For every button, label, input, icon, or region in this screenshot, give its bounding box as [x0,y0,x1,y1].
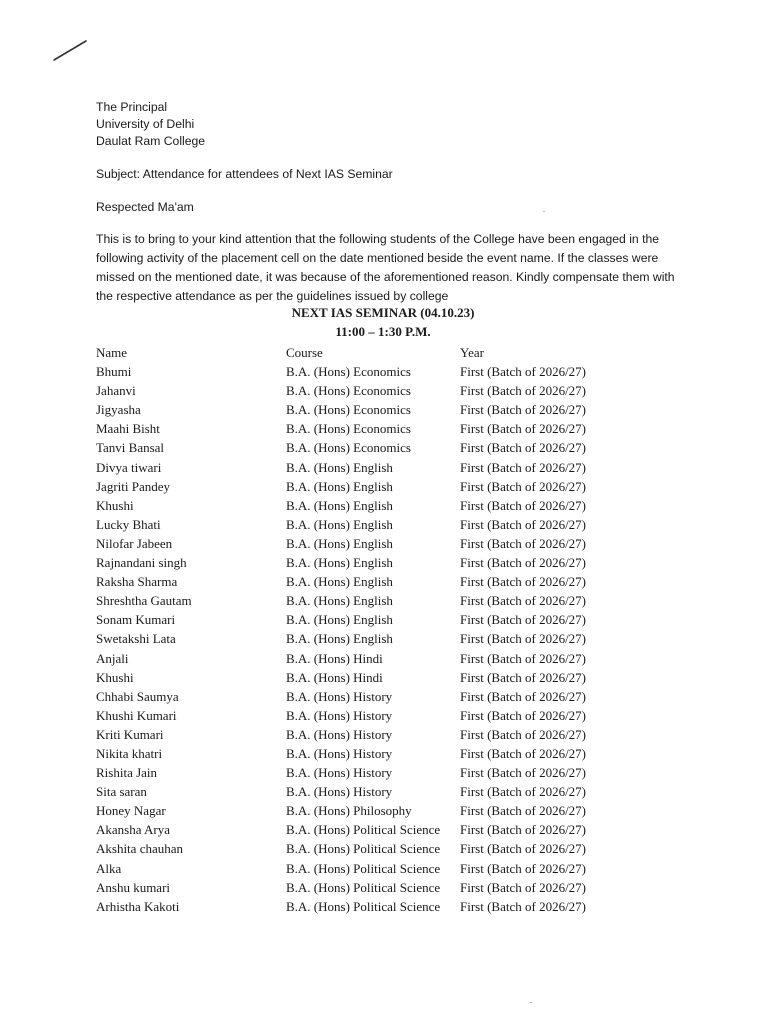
student-name: Khushi Kumari [96,707,177,723]
student-course: B.A. (Hons) English [286,612,393,628]
table-row [96,706,610,725]
student-name: Raksha Sharma [96,574,178,590]
seminar-section [96,303,656,916]
table-row [96,744,610,763]
table-row [96,649,610,668]
student-year: First (Batch of 2026/27) [460,593,587,609]
table-row [96,381,610,400]
student-course: B.A. (Hons) History [286,726,393,742]
student-course: B.A. (Hons) English [286,497,393,513]
student-year: First (Batch of 2026/27) [460,822,587,838]
student-name: Jigyasha [96,402,141,418]
student-name: Alka [96,860,122,876]
student-year: First (Batch of 2026/27) [460,745,587,761]
student-course: B.A. (Hons) English [286,631,393,647]
letter-header [96,99,676,306]
student-course: B.A. (Hons) Philosophy [286,803,412,819]
table-row [96,362,610,381]
student-name: Jagriti Pandey [96,478,171,494]
letter-body: This is to bring to your kind attention that the following students of the College have been engaged in the following activity of the placement cell on the date mentioned beside the event name. If the classes were missed on the mentioned date, it was because of the aforementioned reason. Kindly compensate them with the respective attendance as per the guidelines issued by college [96,232,675,303]
student-course: B.A. (Hons) Political Science [286,841,441,857]
table-row [96,782,610,801]
student-year: First (Batch of 2026/27) [460,650,587,666]
table-row [96,400,610,419]
student-year: First (Batch of 2026/27) [460,478,587,494]
student-year: First (Batch of 2026/27) [460,879,587,895]
student-name: Kriti Kumari [96,726,164,742]
table-row [96,534,610,553]
table-row [96,668,610,687]
student-name: Sita saran [96,784,147,800]
header-year: Year [460,345,484,360]
student-course: B.A. (Hons) History [286,688,393,704]
table-row [96,878,610,897]
student-year: First (Batch of 2026/27) [460,516,587,532]
attendance-table [96,343,610,916]
student-year: First (Batch of 2026/27) [460,688,587,704]
table-row [96,859,610,878]
student-course: B.A. (Hons) English [286,535,393,551]
student-name: Akansha Arya [96,822,171,838]
student-year: First (Batch of 2026/27) [460,631,587,647]
table-row [96,419,610,438]
student-year: First (Batch of 2026/27) [460,497,587,513]
table-row [96,725,610,744]
student-name: Anjali [96,650,129,666]
student-year: First (Batch of 2026/27) [460,440,587,456]
letter-salutation: Respected Ma'am [96,200,194,214]
student-year: First (Batch of 2026/27) [460,898,587,914]
student-name: Honey Nagar [96,803,166,819]
student-course: B.A. (Hons) Economics [286,440,411,456]
table-row [96,839,610,858]
table-row [96,458,610,477]
student-name: Sonam Kumari [96,612,176,628]
student-course: B.A. (Hons) Political Science [286,898,441,914]
student-name: Arhistha Kakoti [96,898,180,914]
student-year: First (Batch of 2026/27) [460,574,587,590]
address-line: Daulat Ram College [96,134,206,148]
student-name: Nilofar Jabeen [96,535,173,551]
table-row [96,496,610,515]
student-year: First (Batch of 2026/27) [460,535,587,551]
student-year: First (Batch of 2026/27) [460,669,587,685]
student-name: Maahi Bisht [96,421,160,437]
table-row [96,820,610,839]
student-name: Jahanvi [96,383,136,399]
student-course: B.A. (Hons) Hindi [286,650,383,666]
student-course: B.A. (Hons) English [286,478,393,494]
student-course: B.A. (Hons) Political Science [286,860,441,876]
student-course: B.A. (Hons) English [286,555,393,571]
student-course: B.A. (Hons) History [286,707,393,723]
student-name: Swetakshi Lata [96,631,176,647]
table-row [96,553,610,572]
table-row [96,801,610,820]
seminar-title: NEXT IAS SEMINAR (04.10.23) [291,305,475,320]
address-line: University of Delhi [96,117,195,131]
table-row [96,438,610,457]
student-course: B.A. (Hons) Hindi [286,669,383,685]
student-course: B.A. (Hons) Political Science [286,822,441,838]
table-row [96,687,610,706]
table-row [96,591,610,610]
table-header-row [96,343,610,362]
student-name: Khushi [96,669,134,685]
student-year: First (Batch of 2026/27) [460,784,587,800]
student-name: Divya tiwari [96,459,162,475]
student-course: B.A. (Hons) History [286,765,393,781]
student-year: First (Batch of 2026/27) [460,860,587,876]
seminar-time: 11:00 – 1:30 P.M. [335,324,431,339]
student-course: B.A. (Hons) Political Science [286,879,441,895]
recipient-address [96,99,676,150]
student-name: Lucky Bhati [96,516,161,532]
table-row [96,515,610,534]
attendance-rows [96,362,610,916]
table-row [96,763,610,782]
student-course: B.A. (Hons) Economics [286,383,411,399]
student-year: First (Batch of 2026/27) [460,459,587,475]
student-name: Nikita khatri [96,745,163,761]
student-year: First (Batch of 2026/27) [460,555,587,571]
table-row [96,897,610,916]
student-name: Chhabi Saumya [96,688,179,704]
pen-stroke-mark [52,38,88,62]
table-row [96,572,610,591]
student-year: First (Batch of 2026/27) [460,402,587,418]
student-name: Rishita Jain [96,765,158,781]
student-year: First (Batch of 2026/27) [460,364,587,380]
student-name: Khushi [96,497,134,513]
header-course: Course [286,345,323,360]
student-course: B.A. (Hons) English [286,459,393,475]
table-row [96,610,610,629]
student-course: B.A. (Hons) Economics [286,421,411,437]
table-row [96,629,610,648]
student-course: B.A. (Hons) History [286,784,393,800]
student-year: First (Batch of 2026/27) [460,803,587,819]
student-course: B.A. (Hons) Economics [286,364,411,380]
student-year: First (Batch of 2026/27) [460,707,587,723]
student-course: B.A. (Hons) English [286,516,393,532]
student-year: First (Batch of 2026/27) [460,421,587,437]
student-year: First (Batch of 2026/27) [460,765,587,781]
student-name: Shreshtha Gautam [96,593,192,609]
letter-subject: Subject: Attendance for attendees of Next IAS Seminar [96,167,393,181]
header-name: Name [96,345,128,360]
table-row [96,477,610,496]
student-year: First (Batch of 2026/27) [460,726,587,742]
student-course: B.A. (Hons) Economics [286,402,411,418]
student-name: Rajnandani singh [96,555,187,571]
student-name: Tanvi Bansal [96,440,165,456]
student-name: Bhumi [96,364,132,380]
student-course: B.A. (Hons) History [286,745,393,761]
address-line: The Principal [96,100,168,114]
student-year: First (Batch of 2026/27) [460,841,587,857]
student-year: First (Batch of 2026/27) [460,383,587,399]
student-course: B.A. (Hons) English [286,574,393,590]
student-course: B.A. (Hons) English [286,593,393,609]
student-year: First (Batch of 2026/27) [460,612,587,628]
student-name: Akshita chauhan [96,841,184,857]
student-name: Anshu kumari [96,879,171,895]
